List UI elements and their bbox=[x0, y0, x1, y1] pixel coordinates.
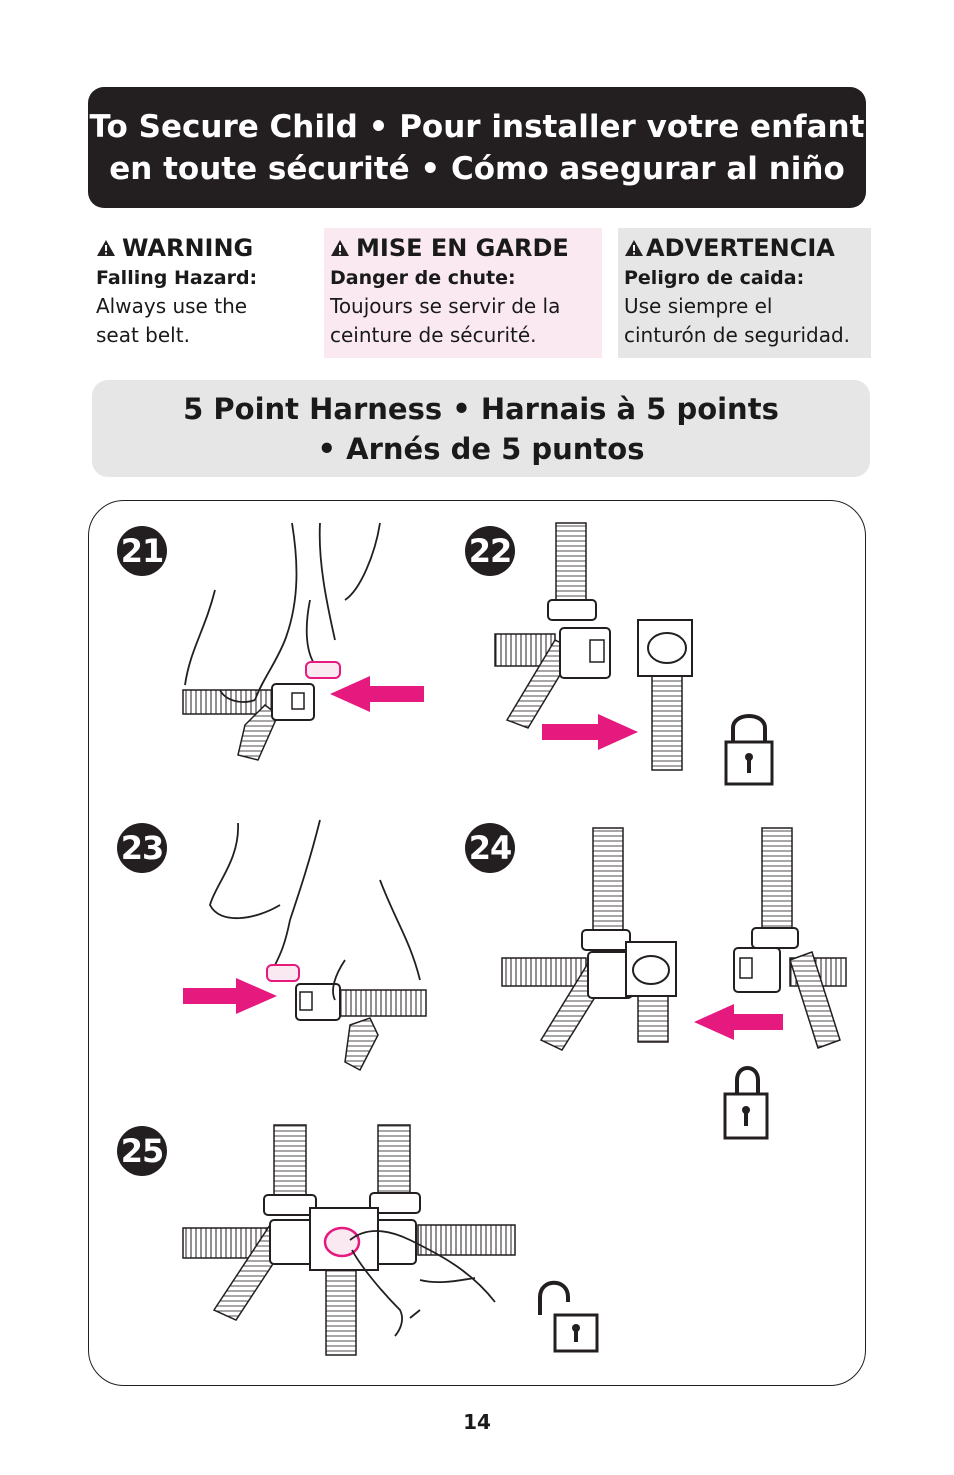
lock-open-icon bbox=[540, 1283, 597, 1351]
section-line-1: 5 Point Harness • Harnais à 5 points bbox=[183, 391, 779, 426]
buckle-icon bbox=[638, 620, 692, 770]
waist-strap-left bbox=[502, 958, 586, 986]
warning-subtitle: Danger de chute: bbox=[330, 267, 516, 289]
step-number-25: 25 bbox=[117, 1126, 167, 1176]
arrow-right-icon bbox=[183, 978, 277, 1014]
warning-title: WARNING bbox=[122, 234, 254, 262]
warning-body-1: Toujours se servir de la bbox=[330, 294, 561, 318]
buckle-icon bbox=[272, 684, 314, 720]
warning-title: MISE EN GARDE bbox=[356, 234, 569, 262]
buckle-icon bbox=[582, 930, 676, 998]
hand-icon bbox=[185, 523, 380, 702]
lock-closed-icon bbox=[726, 716, 772, 784]
warning-subtitle: Peligro de caida: bbox=[624, 267, 805, 289]
arrow-right-icon bbox=[542, 714, 638, 750]
warning-body-1: Always use the bbox=[96, 294, 248, 318]
warning-body-1: Use siempre el bbox=[624, 294, 773, 318]
hand-icon bbox=[210, 820, 420, 1000]
step-number-21: 21 bbox=[117, 526, 167, 576]
step-25-illustration bbox=[183, 1125, 597, 1355]
buckle-icon bbox=[264, 1193, 420, 1270]
step-22-illustration bbox=[495, 523, 772, 784]
warning-title: ADVERTENCIA bbox=[646, 234, 835, 262]
warning-body-2: seat belt. bbox=[96, 323, 190, 347]
lock-closed-icon bbox=[725, 1068, 767, 1138]
step-number-23: 23 bbox=[117, 823, 167, 873]
step-23-illustration bbox=[183, 820, 426, 1070]
shoulder-strap-left bbox=[274, 1125, 306, 1205]
crotch-strap bbox=[326, 1260, 356, 1355]
step-21-illustration bbox=[183, 523, 424, 760]
buckle-tongue bbox=[306, 662, 340, 678]
section-line-2: • Arnés de 5 puntos bbox=[317, 431, 645, 466]
title-line-2: en toute sécurité • Cómo asegurar al niño bbox=[109, 150, 845, 187]
buckle-tongue bbox=[267, 965, 299, 981]
step-number-22: 22 bbox=[465, 526, 515, 576]
step-number-24: 24 bbox=[465, 823, 515, 873]
arrow-left-icon bbox=[694, 1004, 783, 1040]
arrow-left-icon bbox=[330, 676, 424, 712]
warning-subtitle: Falling Hazard: bbox=[96, 267, 258, 289]
crotch-strap bbox=[345, 1018, 378, 1070]
waist-strap bbox=[330, 990, 426, 1016]
page-number: 14 bbox=[463, 1410, 491, 1434]
buckle-icon bbox=[734, 928, 798, 992]
shoulder-strap-right bbox=[762, 828, 792, 928]
step-24-illustration bbox=[502, 828, 846, 1138]
warning-body-2: cinturón de seguridad. bbox=[624, 323, 851, 347]
crotch-strap bbox=[638, 990, 668, 1042]
title-line-1: To Secure Child • Pour installer votre enfant bbox=[89, 108, 865, 145]
warning-body-2: ceinture de sécurité. bbox=[330, 323, 537, 347]
shoulder-strap-left bbox=[593, 828, 623, 933]
waist-strap-right bbox=[418, 1225, 515, 1255]
